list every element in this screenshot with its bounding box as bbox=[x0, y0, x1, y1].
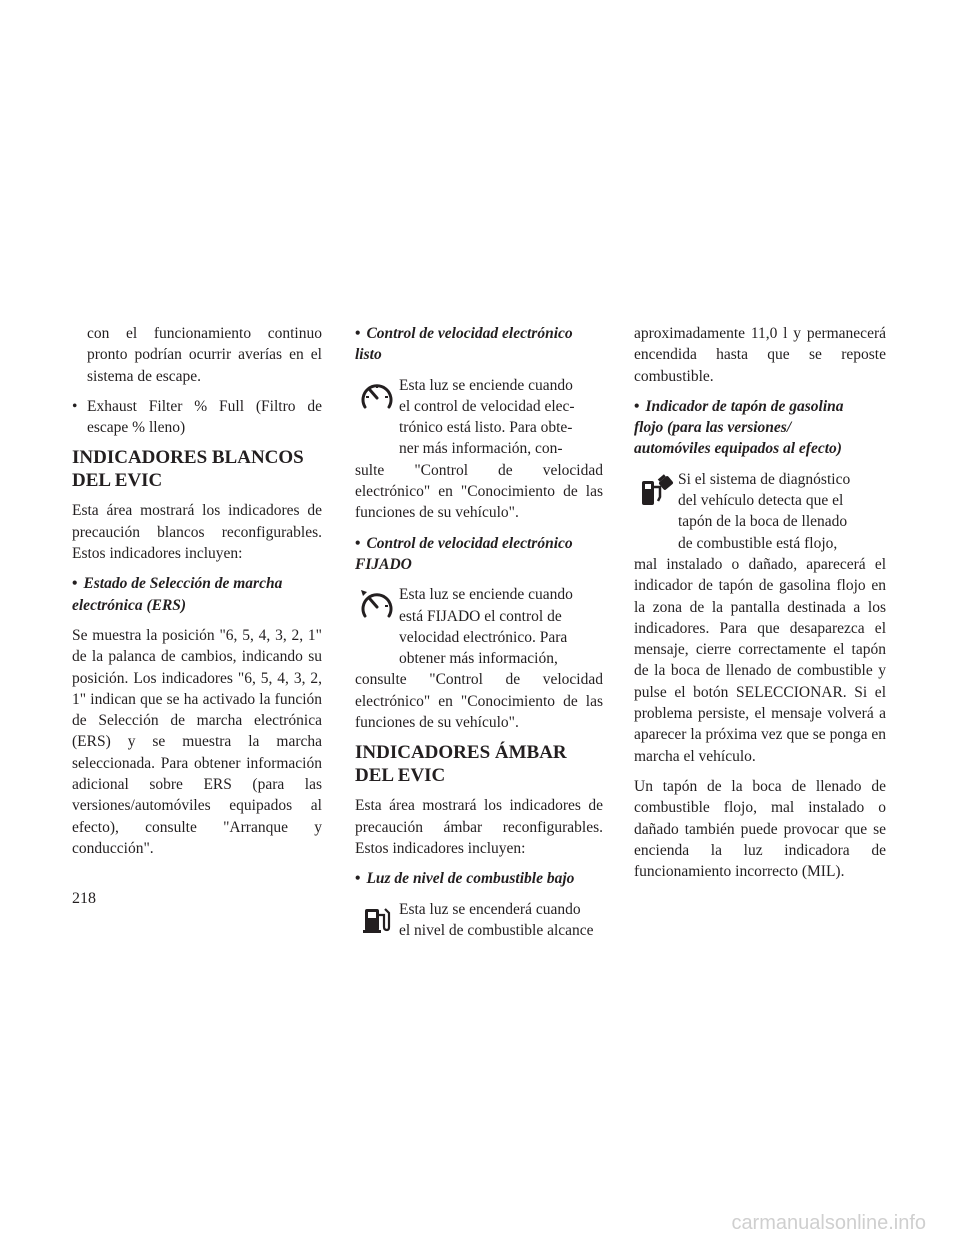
bullet-exhaust-filter: • Exhaust Filter % Full (Filtro de escape % lleno) bbox=[72, 396, 322, 439]
indicator-cruise-ready bbox=[355, 375, 603, 524]
fuel-pump-icon bbox=[359, 903, 395, 937]
watermark: carmanualsonline.info bbox=[731, 1212, 926, 1234]
subheading-cruise-set: • Control de velocidad electrónico FIJADO bbox=[355, 534, 573, 573]
indicator-cruise-set bbox=[355, 584, 603, 733]
ind2-rest: consulte "Control de velocidad electrónico" en "Conocimiento de las funciones de su vehículo". bbox=[355, 671, 603, 732]
bullet-dot: • bbox=[355, 870, 361, 888]
heading-line-2: DEL EVIC bbox=[72, 469, 163, 491]
bullet-dot: • bbox=[355, 325, 361, 342]
section-heading-amber bbox=[355, 742, 603, 787]
ind4-lines: Si el sistema de diagnóstico del vehículo detecta que el tapón de la boca de llenado de combustible está flojo, bbox=[678, 470, 851, 552]
ind3-lines: Esta luz se encenderá cuando el nivel de combustible alcance bbox=[399, 900, 594, 939]
intro-text: Esta área mostrará los indicadores de precaución blancos reconfigurables. Estos indicadores incluyen: bbox=[72, 502, 322, 563]
ind1-lines: Esta luz se enciende cuando el control de velocidad elec- trónico está listo. Para obte- ner más información, con- bbox=[399, 376, 575, 458]
ind4-rest: mal instalado o dañado, aparecerá el indicador de tapón de gasolina flojo en la zona de la pantalla destinada a los indicadores. Para que desaparezca el mensaje, cierre correctamente el tapón de la boca de llenado de combustible y pulse el botón SELECCIONAR. Si el problema persiste, el mensaje volverá a aparecer la próxima vez que se ponga en marcha el vehículo. bbox=[634, 555, 886, 765]
column-2 bbox=[355, 323, 603, 941]
heading-line-2: DEL EVIC bbox=[355, 764, 446, 786]
ers-body: Se muestra la posición "6, 5, 4, 3, 2, 1" de la palanca de cambios, indicando su posición. Los indicadores "6, 5, 4, 3, 2, 1" indican que se ha activado la función de Selección de marcha electrónica (ERS) y se muestra la marcha seleccionada. Para obtener información adicional sobre ERS (para las versiones/automóviles equipados al efecto), consulte "Arranque y conducción". bbox=[72, 626, 322, 857]
ind1-rest: sulte "Control de velocidad electrónico" en "Conocimiento de las funciones de su vehículo". bbox=[355, 461, 603, 522]
heading-line-1: INDICADORES BLANCOS bbox=[72, 447, 304, 469]
indicator-gas-cap bbox=[634, 469, 886, 767]
bullet-dot: • bbox=[355, 534, 361, 552]
continued-text: con el funcionamiento continuo pronto podrían ocurrir averías en el sistema de escape. bbox=[87, 325, 322, 385]
gas-cap-body: Un tapón de la boca de llenado de combustible flojo, mal instalado o dañado también puede provocar que se encienda la luz indicadora de funcionamiento incorrecto (MIL). bbox=[634, 777, 886, 881]
subheading-ers: • Estado de Selección de marcha electrónica (ERS) bbox=[72, 575, 283, 614]
column-1 bbox=[72, 323, 322, 868]
bullet-dot: • bbox=[634, 397, 640, 415]
continued-text: aproximadamente 11,0 l y permanecerá encendida hasta que se reposte combustible. bbox=[634, 325, 886, 385]
loose-gas-cap-icon bbox=[638, 473, 674, 507]
intro-text: Esta área mostrará los indicadores de precaución ámbar reconfigurables. Estos indicadores incluyen: bbox=[355, 797, 603, 857]
column-3 bbox=[634, 323, 886, 891]
speedometer-icon bbox=[359, 379, 395, 413]
speedometer-set-icon bbox=[359, 588, 395, 622]
subheading-low-fuel: • Luz de nivel de combustible bajo bbox=[355, 870, 575, 888]
subheading-gas-cap: • Indicador de tapón de gasolina flojo (para las versiones/ automóviles equipados al efecto) bbox=[634, 397, 844, 458]
subheading-cruise-ready: • Control de velocidad electrónico listo bbox=[355, 325, 573, 364]
section-heading-white bbox=[72, 447, 322, 492]
ind2-lines: Esta luz se enciende cuando está FIJADO el control de velocidad electrónico. Para obtener más información, bbox=[399, 586, 573, 668]
page-number: 218 bbox=[72, 890, 96, 907]
heading-line-1: INDICADORES ÁMBAR bbox=[355, 742, 567, 764]
bullet-dot: • bbox=[72, 575, 78, 593]
indicator-low-fuel bbox=[355, 899, 603, 942]
